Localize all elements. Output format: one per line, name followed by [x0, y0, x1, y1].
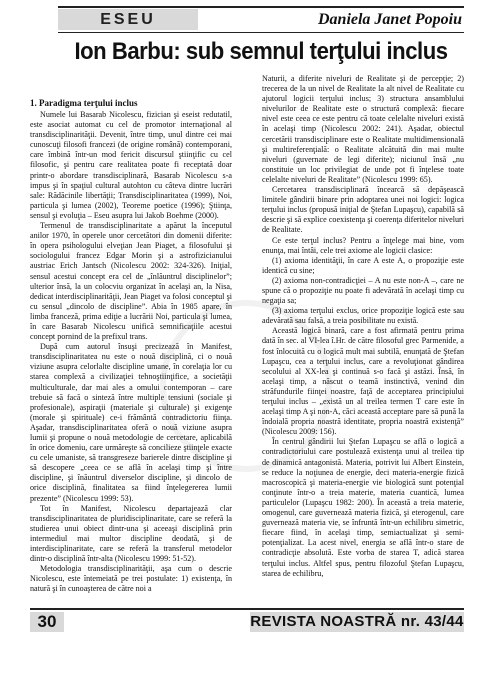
paragraph: Naturii, a diferite niveluri de Realitate şi de percepţie; 2) trecerea de la un nivel de Realitate la alt nivel de Realitate cu ajutorul logicii terţului inclus; 3) structura ansamblului nivelurilor de Realitate este o structură complexă: fiecare nivel este ceea ce este pentru că toate celelalte niveluri există în acelaşi timp (Nicolescu 2002: 241). Aşadar, obiectul cercetării transdisciplinare este o Realitate multidimensională şi multireferenţială: o Realitate alcătuită din mai multe niveluri (guvernate de legi diferite); niciunul însă „nu constituie un loc privilegiat de unde pot fi înţelese toate celelalte niveluri de Realitate” (Nicolescu 1999: 65).: [262, 74, 464, 184]
paragraph: Ce este terţul inclus? Pentru a înţelege mai bine, vom enunţa, mai întâi, cele trei axiome ale logicii clasice:: [262, 235, 464, 255]
article-title: Ion Barbu: sub semnul terţului inclus: [74, 38, 448, 65]
paragraph: În centrul gândirii lui Ştefan Lupaşcu se află o logică a contradictoriului care postulează existenţa unui al treilea tip de dinamică antagonistă. Materia, potrivit lui Albert Einstein, se reduce la noţiunea de energie, deci materia-energie fizică macroscopică şi materia-energie vie biologică sunt potenţial conţinute într-o a treia materie, materia cuantică, lumea particulelor (Lupaşcu 1982: 200). În această a treia materie, omogenul, care guvernează materia fizică, şi eterogenul, care guvernează materia vie, se înfruntă într-un echilibru simetric, fiecare fiind, în acelaşi timp, semiactualizat şi semi-potenţializat. La acest nivel, energia se află într-o stare de contradicţie absolută. Este vorba de starea T, adică starea terţului inclus. Altfel spus, pentru filozoful Ştefan Lupaşcu, starea de echilibru,: [262, 437, 464, 578]
paragraph: Numele lui Basarab Nicolescu, fizician şi eseist redutatil, este asociat automat cu cel de promotor internaţional al transdisciplinarităţii. Devenit, între timp, unul dintre cei mai cunoscuţi filosofi francezi (de origine română) contemporani, care îmbină într-un mod fericit discursul ştiinţific cu cel filosofic, şi pentru care realitatea poate fi receptată doar printr-o abordare transdisciplinară, Basarab Nicolescu s-a impus şi în spaţiul cultural autohton cu câteva dintre lucrări sale: Rădăcinile libertăţii; Transdisciplinaritatea (1999), Noi, particula şi lumea (2002), Teoreme poetice (1996); Ştiinţa, sensul şi evoluţia – Eseu asupra lui Jakob Boehme (2000).: [30, 110, 232, 220]
paragraph: Termenul de transdisciplinaritate a apărut la începutul anilor 1970, în operele unor cercetători din domenii diferite: în opera psihologului elveţian Jean Piaget, a filosofului şi sociologului francez Edgar Morin şi a astrofizicianului austriac Erich Jantsch (Nicolescu 2002: 324-326). Iniţial, sensul acestui concept era cel de „înlăuntrul disciplinelor”; ulterior însă, la un colocviu organizat în acelaşi an, la Nisa, dedicat interdisciplinarităţii, Jean Piaget va folosi conceptul şi cu sensul „dincolo de discipline”. Abia în 1985 apare, în limba franceză, prima ediţie a lucrării Noi, particula şi lumea, în care Basarab Nicolescu unifică semnificaţiile acestui concept pornind de la prefixul trans.: [30, 221, 232, 342]
axiom-item: (2) axioma non-contradicţiei – A nu este non-A –, care ne spune că o propoziţie nu poate fi adevărată în acelaşi timp cu negaţia sa;: [262, 275, 464, 306]
paragraph: După cum autorul însuşi precizează în Manifest, transdisciplinaritatea nu este o nouă disciplină, ci o nouă viziune asupra celorlalte discipline umane, în corelaţia lor cu starea complexă a civilizaţiei tehnoştiinţifice, a societăţii multiculturale, dar mai ales a omului contemporan – care trebuie să facă o sinteză între multiple tensiuni (sociale şi profesionale), aspiraţii (materiale şi culturale) şi exigenţe (morale şi spirituale) ce-i frământă contradictoriu fiinţa. Aşadar, transdisciplinaritatea oferă o nouă viziune asupra lumii şi propune o nouă metodologie de cercetare, aplicabilă în orice domeniu, care urmăreşte să concilieze ştiinţele exacte cu cele umaniste, să transgreseze barierele dintre discipline şi să descopere „ceea ce se află în acelaşi timp şi între discipline, şi înăuntrul diverselor discipline, şi dincolo de orice disciplină, finalitatea sa fiind înţelegererea lumii prezente” (Nicolescu 1999: 53).: [30, 342, 232, 503]
paragraph: Cercetarea transdisciplinară încearcă să depăşească limitele gândirii binare prin adoptarea unei noi logici: logica terţului inclus (propusă iniţial de Ştefan Lupaşcu), capabilă să descrie şi să explice coexistenţa şi coerenţa diferitelor niveluri de Realitate.: [262, 185, 464, 235]
left-column: [30, 98, 232, 602]
paragraph: Metodologia transdisciplinarităţii, aşa cum o descrie Nicolescu, este întemeiată pe trei postulate: 1) existenţa, în natură şi în cunoaşterea de către noi a: [30, 564, 232, 594]
header-divider: [58, 32, 464, 33]
axiom-item: (1) axioma identităţii, în care A este A, o propoziţie este identică cu sine;: [262, 255, 464, 275]
right-column: [262, 74, 464, 602]
top-rule: [58, 6, 464, 8]
section-label: ESEU: [58, 9, 198, 30]
paragraph: Această logică binară, care a fost afirmată pentru prima dată în sec. al VI-lea î.Hr. de către filosoful grec Parmenide, a fost înlocuită cu o logică mult mai subtilă, enunţată de Ştefan Lupaşcu, cea a terţului inclus, care a revoluţionat gândirea secolului al XX-lea şi continuă s-o facă şi astăzi. Însă, în acelaşi timp, a născut o teamă instinctivă, venind din străfundurile fiinţei noastre, faţă de acceptarea principiului terţului inclus – „există un al treilea termen T care este în acelaşi timp A şi non-A, căci această acceptare pare să pună la îndoială propria noastră identitate, propria noastră existenţă” (Nicolescu 2009: 156).: [262, 326, 464, 437]
page-number: 30: [30, 612, 64, 632]
paragraph: Tot în Manifest, Nicolescu departajează clar transdisciplinaritatea de pluridisciplinaritate, care se referă la studierea unui obiect dintr-una şi aceeaşi disciplină prin intermediul mai multor discipline deodată, şi de interdisciplinaritate, care se referă la transferul metodelor dintr-o disciplină într-alta (Nicolescu 1999: 51-52).: [30, 503, 232, 564]
axiom-item: (3) axioma terţului exclus, orice propoziţie logică este sau adevărată sau falsă, a treia posibilitate nu există.: [262, 306, 464, 326]
author-name: Daniela Janet Popoiu: [317, 11, 462, 28]
section-heading: 1. Paradigma terţului inclus: [30, 98, 138, 108]
bottom-rule: [30, 608, 464, 610]
magazine-title: REVISTA NOASTRĂ nr. 43/44: [250, 613, 464, 630]
